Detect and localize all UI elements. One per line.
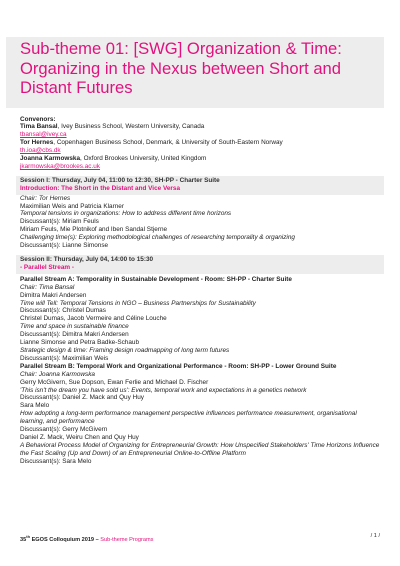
- session-line: Maximilian Weis and Patricia Klarner: [20, 202, 124, 210]
- session-italic-line: Chair: Tor Hernes: [20, 194, 71, 202]
- stream-heading: Parallel Stream B: Temporal Work and Organizational Performance - Room: SH-PP - Lower Ground Suite: [20, 362, 337, 370]
- session-line: Miriam Feuls, Mie Plotnikof and Iben Sandal Stjerne: [20, 226, 168, 234]
- session-line: Lianne Simonse and Petra Badke-Schaub: [20, 339, 140, 347]
- session-italic-line: Chair: Joanna Karmowska: [20, 370, 95, 378]
- footer-subtheme-programs: Sub-theme Programs: [100, 536, 154, 543]
- title-block: [6, 37, 384, 108]
- footer-edition-suffix: th: [26, 534, 31, 539]
- session-italic-line: Chair: Tima Bansal: [20, 283, 75, 291]
- session-italic-line: Temporal tensions in organizations: How to address different time horizons: [20, 210, 232, 218]
- session-italic-line: 'This isn't the dream you have sold us': Events, temporal work and expectations in a genetics network: [20, 386, 307, 394]
- session-line: Dimitra Makri Andersen: [20, 291, 87, 299]
- page-number: / 1 /: [370, 533, 380, 539]
- convenor-name: Joanna Karmowska: [20, 155, 81, 163]
- convenor-affiliation: , Copenhagen Business School, Denmark, & University of South-Eastern Norway: [53, 139, 283, 147]
- session-italic-line: How adopting a long-term performance management perspective influences performance measurement, organisational learning, and performance: [20, 410, 357, 426]
- session-line: Discussant(s): Christel Dumas: [20, 307, 106, 315]
- document-page: [20, 37, 380, 466]
- session-italic-line: Challenging time(s): Exploring methodological challenges of researching temporality & organizing: [20, 234, 295, 242]
- session-line: Discussant(s): Miriam Feuls: [20, 218, 99, 226]
- convenors-heading: Convenors:: [20, 115, 56, 123]
- page-title: Sub-theme 01: [SWG] Organization & Time: Organizing in the Nexus between Short and Distant Futures: [20, 39, 342, 97]
- session-italic-line: Strategic design & time: Framing design roadmapping of long term futures: [20, 346, 230, 354]
- session-2-subtitle: - Parallel Stream -: [20, 263, 74, 271]
- convenors-block: [20, 116, 380, 171]
- convenor-email-link[interactable]: th.ioa@cbs.dk: [20, 147, 61, 155]
- convenor-name: Tor Hernes: [20, 139, 54, 147]
- session-line: Discussant(s): Lianne Simonse: [20, 242, 109, 250]
- session-1-subtitle: Introduction: The Short in the Distant and Vice Versa: [20, 184, 181, 192]
- convenor-affiliation: , Oxford Brookes University, United Kingdom: [80, 155, 207, 163]
- session-line: Discussant(s): Gerry McGivern: [20, 426, 108, 434]
- session-italic-line: A Behavioral Process Model of Organizing for Entrepreneurial Growth: How Unspecified Stakeholders' Time Horizons Influence the Fast Scaling (Up and Down) of an Entrepreneurial Online-to-Offline Platform: [20, 441, 380, 457]
- convenor-email-link[interactable]: tbansal@ivey.ca: [20, 131, 67, 139]
- convenor: [20, 123, 380, 131]
- session-2-header: [16, 255, 384, 274]
- session-italic-line: Time and space in sustainable finance: [20, 323, 129, 331]
- stream-heading: Parallel Stream A: Temporality in Sustainable Development - Room: SH-PP - Charter Suite: [20, 275, 292, 283]
- session-2-time: Session II: Thursday, July 04, 14:00 to 15:30: [20, 256, 154, 263]
- page-footer: [20, 533, 380, 544]
- convenor-name: Tima Bansal: [20, 123, 58, 131]
- convenor: [20, 155, 380, 163]
- footer-colloquium: EGOS Colloquium 2019 –: [30, 536, 101, 543]
- session-2: [20, 255, 380, 466]
- session-line: Sara Melo: [20, 402, 50, 410]
- session-italic-line: Time will Tell: Temporal Tensions in NGO – Business Partnerships for Sustainability: [20, 299, 256, 307]
- convenor: [20, 139, 380, 147]
- session-line: Discussant(s): Sara Melo: [20, 457, 92, 465]
- session-1-header: [16, 176, 384, 195]
- session-line: Daniel Z. Mack, Weiru Chen and Quy Huy: [20, 433, 139, 441]
- convenor-email-link[interactable]: jkarmowska@brookes.ac.uk: [20, 162, 101, 170]
- session-line: Gerry McGivern, Sue Dopson, Ewan Ferlie and Michael D. Fischer: [20, 378, 209, 386]
- session-line: Christel Dumas, Jacob Vermeire and Céline Louche: [20, 315, 167, 323]
- session-2-body: [20, 276, 380, 466]
- session-line: Discussant(s): Daniel Z. Mack and Quy Huy: [20, 394, 144, 402]
- footer-edition: 35: [20, 536, 27, 543]
- session-1-time: Session I: Thursday, July 04, 11:00 to 12:30, SH-PP - Charter Suite: [20, 176, 220, 184]
- session-line: Discussant(s): Maximilian Weis: [20, 354, 109, 362]
- convenor-affiliation: , Ivey Business School, Western University, Canada: [57, 123, 205, 131]
- session-line: Discussant(s): Dimitra Makri Andersen: [20, 331, 129, 339]
- session-1-body: [20, 195, 380, 250]
- session-1: [20, 176, 380, 250]
